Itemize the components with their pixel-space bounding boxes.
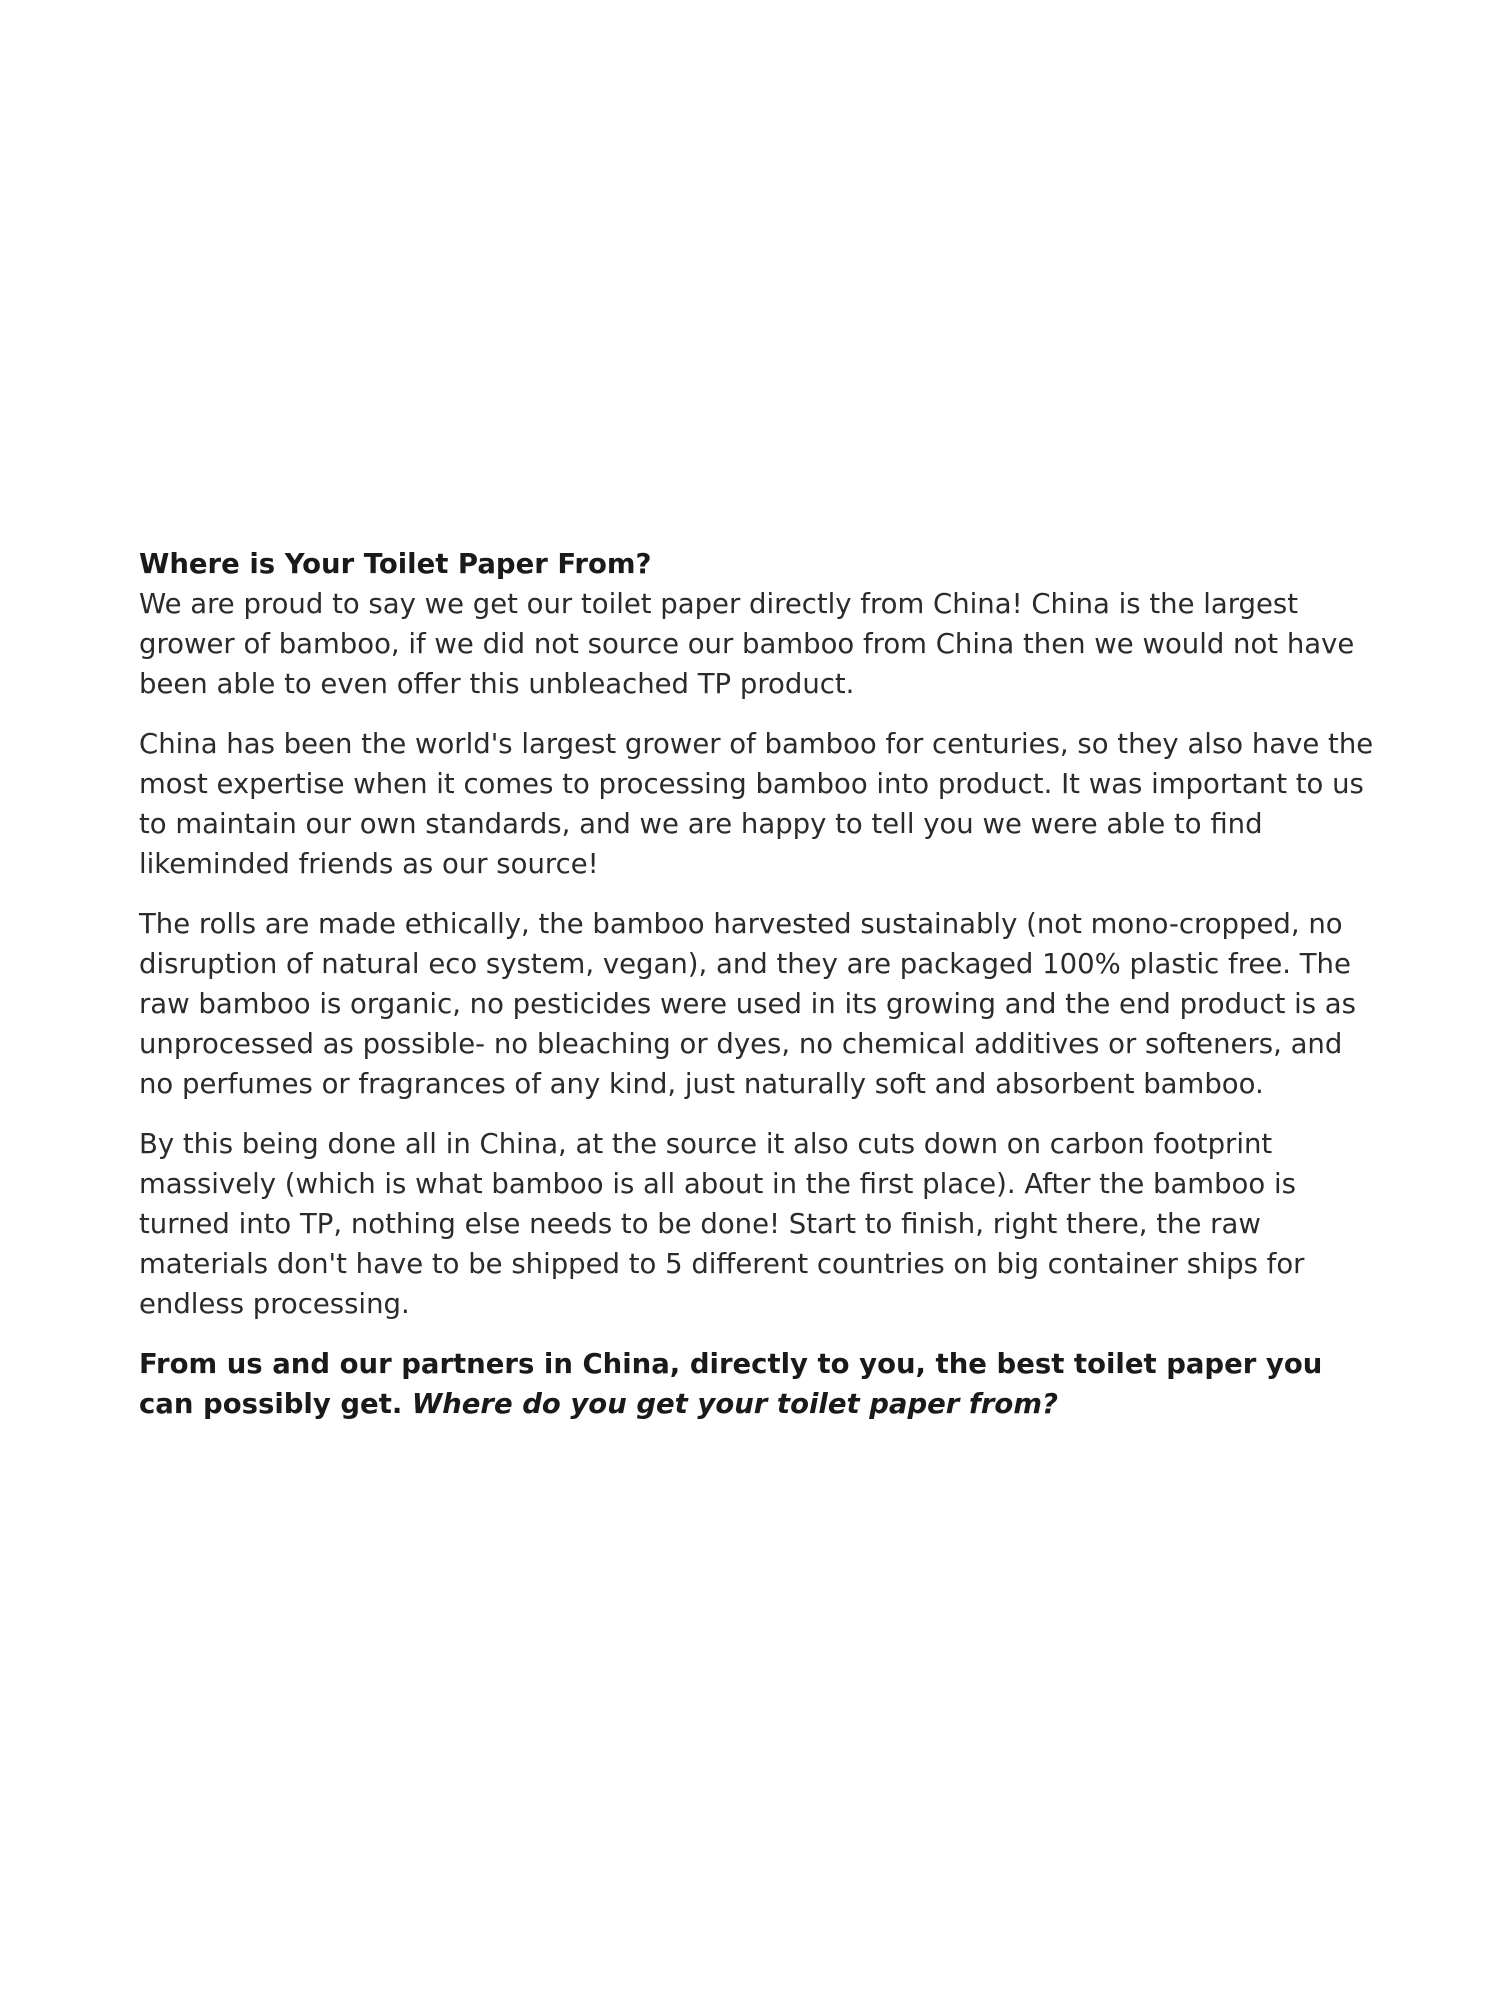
closing-statement	[139, 1344, 1379, 1424]
article-heading: Where is Your Toilet Paper From?	[139, 548, 652, 580]
article	[139, 544, 1379, 1424]
article-paragraph-3: The rolls are made ethically, the bamboo harvested sustainably (not mono-cropped, no disruption of natural eco system, vegan), and they are packaged 100% plastic free. The raw bamboo is organic, no pesticides were used in its growing and the end product is as unprocessed as possible- no bleaching or dyes, no chemical additives or softeners, and no perfumes or fragrances of any kind, just naturally soft and absorbent bamboo.	[139, 908, 1356, 1100]
closing-bold-text: From us and our partners in China, directly to you, the best toilet paper you can possibly get.	[139, 1348, 1323, 1420]
article-paragraph-4: By this being done all in China, at the source it also cuts down on carbon footprint massively (which is what bamboo is all about in the first place). After the bamboo is turned into TP, nothing else needs to be done! Start to finish, right there, the raw materials don't have to be shipped to 5 different countries on big container ships for endless processing.	[139, 1128, 1305, 1320]
article-paragraph-1: We are proud to say we get our toilet paper directly from China! China is the largest grower of bamboo, if we did not source our bamboo from China then we would not have been able to even offer this unbleached TP product.	[139, 588, 1355, 700]
article-paragraph-2: China has been the world's largest grower of bamboo for centuries, so they also have the most expertise when it comes to processing bamboo into product. It was important to us to maintain our own standards, and we are happy to tell you we were able to find likeminded friends as our source!	[139, 728, 1374, 880]
closing-question: Where do you get your toilet paper from?	[411, 1388, 1058, 1420]
